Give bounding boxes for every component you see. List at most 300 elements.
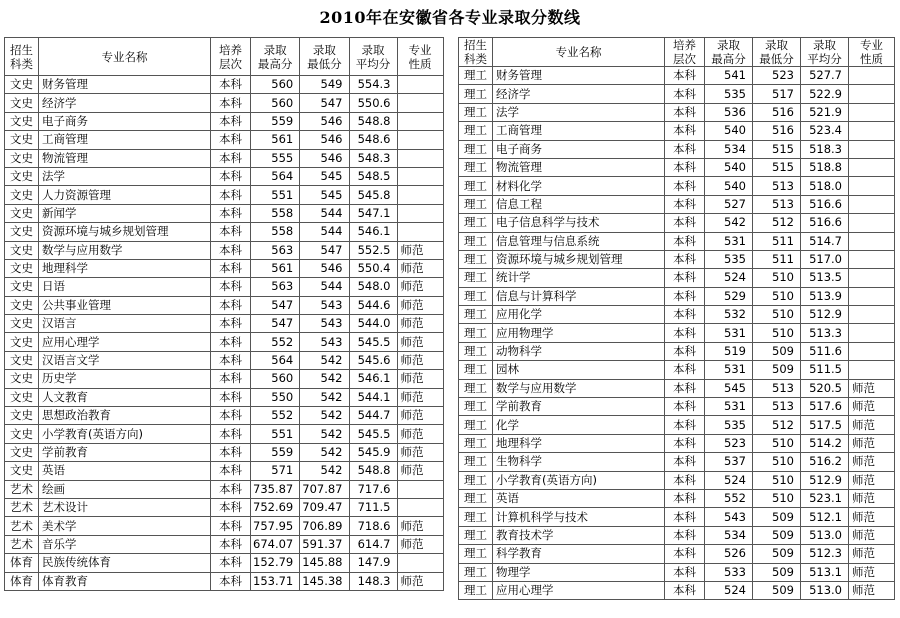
cell-level: 本科 <box>665 545 705 563</box>
table-row <box>5 425 444 443</box>
table-row <box>5 296 444 314</box>
cell-min: 510 <box>753 306 801 324</box>
cell-major: 绘画 <box>39 480 211 498</box>
cell-major: 历史学 <box>39 370 211 388</box>
cell-category: 文史 <box>5 462 39 480</box>
cell-category: 艺术 <box>5 498 39 516</box>
cell-max: 542 <box>705 214 753 232</box>
table-row <box>459 287 895 305</box>
table-row <box>5 351 444 369</box>
cell-avg: 511.6 <box>801 342 849 360</box>
cell-nature: 师范 <box>849 453 895 471</box>
cell-avg: 548.8 <box>349 112 397 130</box>
cell-max: 529 <box>705 287 753 305</box>
cell-max: 541 <box>705 67 753 85</box>
cell-avg: 548.3 <box>349 149 397 167</box>
table-row <box>5 112 444 130</box>
table-row <box>5 259 444 277</box>
cell-min: 544 <box>300 278 349 296</box>
cell-min: 510 <box>753 269 801 287</box>
cell-level: 本科 <box>665 342 705 360</box>
table-row <box>459 103 895 121</box>
header-avg <box>349 38 397 76</box>
cell-category: 艺术 <box>5 535 39 553</box>
table-row <box>459 324 895 342</box>
cell-max: 519 <box>705 342 753 360</box>
cell-max: 534 <box>705 526 753 544</box>
cell-category: 文史 <box>5 112 39 130</box>
cell-nature: 师范 <box>397 351 443 369</box>
cell-min: 546 <box>300 149 349 167</box>
cell-min: 707.87 <box>300 480 349 498</box>
cell-max: 523 <box>705 434 753 452</box>
cell-category: 理工 <box>459 324 493 342</box>
cell-max: 551 <box>251 425 300 443</box>
cell-category: 文史 <box>5 351 39 369</box>
cell-nature: 师范 <box>849 416 895 434</box>
table-row <box>5 535 444 553</box>
cell-max: 560 <box>251 76 300 94</box>
cell-nature: 师范 <box>849 545 895 563</box>
cell-max: 531 <box>705 398 753 416</box>
cell-avg: 545.5 <box>349 333 397 351</box>
cell-major: 教育技术学 <box>493 526 665 544</box>
table-row <box>459 398 895 416</box>
cell-min: 523 <box>753 67 801 85</box>
cell-major: 应用心理学 <box>39 333 211 351</box>
cell-avg: 544.0 <box>349 315 397 333</box>
cell-major: 科学教育 <box>493 545 665 563</box>
cell-min: 511 <box>753 232 801 250</box>
cell-nature <box>849 67 895 85</box>
header-max-text: 录取 最高分 <box>257 42 293 71</box>
cell-nature <box>849 306 895 324</box>
cell-nature <box>397 480 443 498</box>
cell-nature: 师范 <box>397 296 443 314</box>
cell-min: 513 <box>753 379 801 397</box>
cell-avg: 517.6 <box>801 398 849 416</box>
cell-max: 524 <box>705 581 753 599</box>
cell-max: 535 <box>705 85 753 103</box>
cell-level: 本科 <box>211 333 251 351</box>
table-row <box>5 498 444 516</box>
right-score-table <box>458 37 895 600</box>
cell-max: 558 <box>251 223 300 241</box>
cell-max: 558 <box>251 204 300 222</box>
cell-nature: 师范 <box>397 370 443 388</box>
cell-major: 财务管理 <box>39 76 211 94</box>
cell-min: 516 <box>753 122 801 140</box>
cell-level: 本科 <box>665 508 705 526</box>
cell-category: 理工 <box>459 232 493 250</box>
cell-avg: 548.8 <box>349 462 397 480</box>
cell-category: 文史 <box>5 259 39 277</box>
cell-category: 理工 <box>459 563 493 581</box>
cell-category: 文史 <box>5 149 39 167</box>
cell-max: 531 <box>705 361 753 379</box>
cell-level: 本科 <box>211 149 251 167</box>
cell-min: 545 <box>300 186 349 204</box>
cell-category: 理工 <box>459 103 493 121</box>
header-category <box>5 38 39 76</box>
cell-nature <box>849 269 895 287</box>
cell-min: 515 <box>753 158 801 176</box>
cell-level: 本科 <box>211 278 251 296</box>
cell-major: 经济学 <box>39 94 211 112</box>
cell-major: 动物科学 <box>493 342 665 360</box>
cell-nature <box>849 177 895 195</box>
table-row <box>5 94 444 112</box>
cell-major: 应用物理学 <box>493 324 665 342</box>
cell-avg: 554.3 <box>349 76 397 94</box>
cell-major: 经济学 <box>493 85 665 103</box>
cell-nature <box>397 112 443 130</box>
cell-level: 本科 <box>211 259 251 277</box>
cell-category: 理工 <box>459 489 493 507</box>
cell-level: 本科 <box>211 370 251 388</box>
cell-avg: 521.9 <box>801 103 849 121</box>
cell-max: 536 <box>705 103 753 121</box>
cell-min: 542 <box>300 388 349 406</box>
cell-min: 542 <box>300 370 349 388</box>
table-row <box>5 76 444 94</box>
cell-nature: 师范 <box>849 508 895 526</box>
header-min-text: 录取 最低分 <box>759 38 794 66</box>
cell-nature: 师范 <box>397 425 443 443</box>
cell-major: 人文教育 <box>39 388 211 406</box>
table-row <box>5 186 444 204</box>
table-row <box>5 572 444 590</box>
table-row <box>459 471 895 489</box>
cell-min: 544 <box>300 223 349 241</box>
cell-category: 文史 <box>5 241 39 259</box>
cell-max: 540 <box>705 158 753 176</box>
cell-major: 学前教育 <box>39 443 211 461</box>
cell-category: 体育 <box>5 572 39 590</box>
cell-max: 551 <box>251 186 300 204</box>
cell-major: 电子商务 <box>493 140 665 158</box>
cell-avg: 513.0 <box>801 581 849 599</box>
table-row <box>459 85 895 103</box>
cell-min: 510 <box>753 324 801 342</box>
cell-avg: 523.4 <box>801 122 849 140</box>
cell-category: 体育 <box>5 554 39 572</box>
cell-level: 本科 <box>211 241 251 259</box>
header-nature <box>849 38 895 67</box>
table-row <box>459 379 895 397</box>
cell-level: 本科 <box>665 453 705 471</box>
cell-category: 理工 <box>459 342 493 360</box>
cell-major: 材料化学 <box>493 177 665 195</box>
cell-avg: 513.9 <box>801 287 849 305</box>
header-category-text: 招生 科类 <box>10 42 33 71</box>
cell-nature: 师范 <box>849 526 895 544</box>
cell-level: 本科 <box>211 204 251 222</box>
cell-level: 本科 <box>665 416 705 434</box>
cell-category: 理工 <box>459 379 493 397</box>
cell-avg: 548.0 <box>349 278 397 296</box>
cell-avg: 518.3 <box>801 140 849 158</box>
cell-max: 752.69 <box>251 498 300 516</box>
cell-major: 电子信息科学与技术 <box>493 214 665 232</box>
cell-min: 512 <box>753 416 801 434</box>
cell-level: 本科 <box>665 489 705 507</box>
cell-avg: 522.9 <box>801 85 849 103</box>
cell-level: 本科 <box>665 526 705 544</box>
table-row <box>459 250 895 268</box>
cell-level: 本科 <box>211 167 251 185</box>
cell-min: 546 <box>300 131 349 149</box>
cell-min: 517 <box>753 85 801 103</box>
cell-nature <box>849 140 895 158</box>
cell-major: 法学 <box>493 103 665 121</box>
cell-avg: 523.1 <box>801 489 849 507</box>
cell-min: 513 <box>753 195 801 213</box>
cell-category: 理工 <box>459 361 493 379</box>
cell-nature <box>397 94 443 112</box>
cell-level: 本科 <box>211 462 251 480</box>
cell-min: 547 <box>300 94 349 112</box>
header-level-text: 培养 层次 <box>219 42 242 71</box>
table-row <box>459 122 895 140</box>
cell-category: 文史 <box>5 296 39 314</box>
cell-avg: 516.2 <box>801 453 849 471</box>
cell-max: 537 <box>705 453 753 471</box>
cell-nature <box>849 342 895 360</box>
cell-level: 本科 <box>665 287 705 305</box>
cell-major: 资源环境与城乡规划管理 <box>39 223 211 241</box>
cell-min: 509 <box>753 581 801 599</box>
cell-avg: 544.7 <box>349 407 397 425</box>
cell-category: 理工 <box>459 306 493 324</box>
cell-avg: 548.5 <box>349 167 397 185</box>
cell-max: 524 <box>705 269 753 287</box>
cell-avg: 512.1 <box>801 508 849 526</box>
cell-avg: 516.6 <box>801 214 849 232</box>
cell-level: 本科 <box>211 388 251 406</box>
cell-major: 新闻学 <box>39 204 211 222</box>
cell-level: 本科 <box>211 131 251 149</box>
cell-nature <box>849 250 895 268</box>
cell-nature <box>849 214 895 232</box>
cell-major: 工商管理 <box>493 122 665 140</box>
cell-max: 535 <box>705 416 753 434</box>
cell-avg: 546.1 <box>349 370 397 388</box>
cell-nature: 师范 <box>397 407 443 425</box>
table-row <box>5 131 444 149</box>
cell-max: 527 <box>705 195 753 213</box>
cell-major: 学前教育 <box>493 398 665 416</box>
cell-category: 理工 <box>459 287 493 305</box>
cell-category: 理工 <box>459 269 493 287</box>
cell-max: 547 <box>251 315 300 333</box>
cell-avg: 718.6 <box>349 517 397 535</box>
cell-max: 563 <box>251 278 300 296</box>
table-row <box>459 269 895 287</box>
cell-avg: 547.1 <box>349 204 397 222</box>
cell-min: 546 <box>300 259 349 277</box>
cell-avg: 512.9 <box>801 306 849 324</box>
cell-nature <box>397 186 443 204</box>
cell-max: 531 <box>705 232 753 250</box>
cell-nature <box>849 158 895 176</box>
cell-major: 信息与计算科学 <box>493 287 665 305</box>
cell-category: 文史 <box>5 425 39 443</box>
header-major <box>39 38 211 76</box>
cell-major: 物理学 <box>493 563 665 581</box>
header-max-text: 录取 最高分 <box>711 38 746 66</box>
cell-category: 理工 <box>459 581 493 599</box>
cell-avg: 514.7 <box>801 232 849 250</box>
cell-avg: 513.5 <box>801 269 849 287</box>
cell-avg: 717.6 <box>349 480 397 498</box>
cell-max: 735.87 <box>251 480 300 498</box>
cell-avg: 550.4 <box>349 259 397 277</box>
table-row <box>459 526 895 544</box>
table-row <box>5 223 444 241</box>
cell-min: 546 <box>300 112 349 130</box>
cell-level: 本科 <box>665 563 705 581</box>
cell-nature: 师范 <box>397 443 443 461</box>
cell-nature <box>397 149 443 167</box>
table-row <box>5 333 444 351</box>
cell-category: 理工 <box>459 508 493 526</box>
cell-nature: 师范 <box>397 278 443 296</box>
cell-major: 信息管理与信息系统 <box>493 232 665 250</box>
cell-min: 512 <box>753 214 801 232</box>
cell-major: 英语 <box>493 489 665 507</box>
cell-category: 文史 <box>5 131 39 149</box>
cell-category: 理工 <box>459 122 493 140</box>
cell-min: 706.89 <box>300 517 349 535</box>
cell-min: 547 <box>300 241 349 259</box>
cell-category: 文史 <box>5 370 39 388</box>
cell-level: 本科 <box>211 351 251 369</box>
cell-avg: 516.6 <box>801 195 849 213</box>
cell-major: 物流管理 <box>493 158 665 176</box>
header-avg <box>801 38 849 67</box>
cell-max: 564 <box>251 351 300 369</box>
cell-level: 本科 <box>665 232 705 250</box>
cell-avg: 545.6 <box>349 351 397 369</box>
cell-avg: 545.5 <box>349 425 397 443</box>
cell-level: 本科 <box>211 94 251 112</box>
cell-nature: 师范 <box>849 563 895 581</box>
table-row <box>5 167 444 185</box>
header-max <box>251 38 300 76</box>
header-major-text: 专业名称 <box>101 49 148 64</box>
cell-major: 音乐学 <box>39 535 211 553</box>
cell-min: 542 <box>300 443 349 461</box>
cell-min: 542 <box>300 462 349 480</box>
cell-major: 小学教育(英语方向) <box>493 471 665 489</box>
table-header-row <box>459 38 895 67</box>
cell-avg: 147.9 <box>349 554 397 572</box>
cell-avg: 614.7 <box>349 535 397 553</box>
cell-nature <box>849 287 895 305</box>
cell-category: 文史 <box>5 388 39 406</box>
cell-nature <box>849 122 895 140</box>
cell-level: 本科 <box>665 67 705 85</box>
cell-avg: 512.3 <box>801 545 849 563</box>
header-major <box>493 38 665 67</box>
cell-max: 535 <box>705 250 753 268</box>
cell-max: 559 <box>251 112 300 130</box>
cell-level: 本科 <box>211 517 251 535</box>
cell-min: 515 <box>753 140 801 158</box>
table-row <box>5 480 444 498</box>
cell-major: 应用心理学 <box>493 581 665 599</box>
header-category-text: 招生 科类 <box>464 38 487 66</box>
cell-min: 542 <box>300 351 349 369</box>
cell-min: 509 <box>753 508 801 526</box>
table-row <box>459 67 895 85</box>
table-row <box>5 517 444 535</box>
header-level <box>665 38 705 67</box>
cell-major: 英语 <box>39 462 211 480</box>
cell-level: 本科 <box>665 85 705 103</box>
table-row <box>459 581 895 599</box>
cell-major: 数学与应用数学 <box>39 241 211 259</box>
table-row <box>459 177 895 195</box>
cell-category: 理工 <box>459 398 493 416</box>
cell-major: 体育教育 <box>39 572 211 590</box>
cell-level: 本科 <box>665 581 705 599</box>
cell-level: 本科 <box>211 480 251 498</box>
cell-max: 540 <box>705 122 753 140</box>
cell-min: 511 <box>753 250 801 268</box>
table-row <box>459 416 895 434</box>
cell-major: 统计学 <box>493 269 665 287</box>
table-row <box>459 232 895 250</box>
cell-category: 理工 <box>459 526 493 544</box>
cell-category: 文史 <box>5 223 39 241</box>
cell-level: 本科 <box>665 122 705 140</box>
cell-level: 本科 <box>211 535 251 553</box>
cell-level: 本科 <box>665 158 705 176</box>
table-row <box>459 361 895 379</box>
cell-nature: 师范 <box>397 572 443 590</box>
cell-min: 516 <box>753 103 801 121</box>
cell-min: 513 <box>753 177 801 195</box>
cell-min: 544 <box>300 204 349 222</box>
cell-min: 542 <box>300 425 349 443</box>
table-row <box>5 278 444 296</box>
cell-min: 509 <box>753 361 801 379</box>
cell-level: 本科 <box>211 223 251 241</box>
cell-min: 510 <box>753 287 801 305</box>
cell-nature: 师范 <box>397 517 443 535</box>
cell-nature: 师范 <box>849 398 895 416</box>
table-row <box>459 453 895 471</box>
cell-avg: 513.0 <box>801 526 849 544</box>
cell-max: 555 <box>251 149 300 167</box>
header-nature <box>397 38 443 76</box>
cell-major: 生物科学 <box>493 453 665 471</box>
cell-level: 本科 <box>665 250 705 268</box>
table-row <box>5 204 444 222</box>
header-avg-text: 录取 平均分 <box>355 42 391 71</box>
cell-max: 152.79 <box>251 554 300 572</box>
cell-major: 艺术设计 <box>39 498 211 516</box>
cell-avg: 548.6 <box>349 131 397 149</box>
cell-min: 543 <box>300 315 349 333</box>
header-min <box>753 38 801 67</box>
cell-max: 543 <box>705 508 753 526</box>
cell-min: 545 <box>300 167 349 185</box>
cell-major: 公共事业管理 <box>39 296 211 314</box>
cell-max: 561 <box>251 131 300 149</box>
